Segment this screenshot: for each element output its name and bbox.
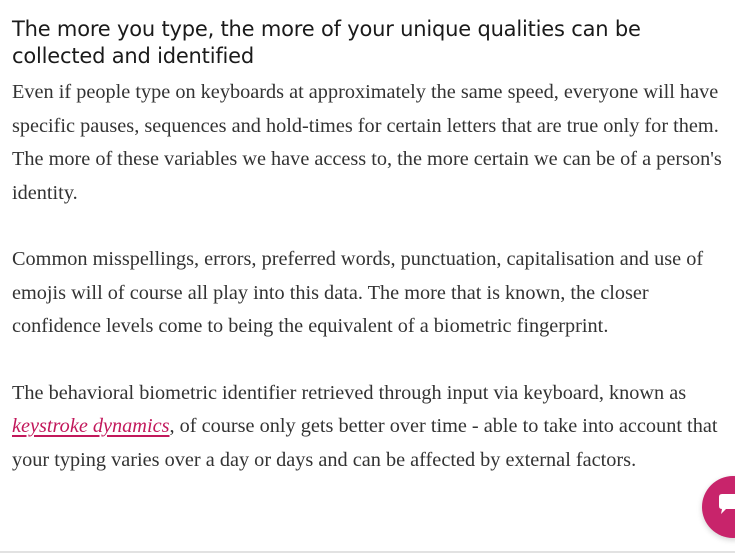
paragraph-misspellings: Common misspellings, errors, preferred words, punctuation, capitalisation and use of emojis will of course all play into this data. The more that is known, the closer confidence levels come to being the equivalent of a biometric fingerprint.	[12, 248, 704, 337]
bottom-divider	[0, 551, 735, 553]
chat-widget-button[interactable]	[702, 476, 735, 538]
paragraph-text-end: , of course only gets better over time - able to take into account that your typing varies over a day or days and can be affected by external factors.	[12, 415, 718, 471]
section-heading: The more you type, the more of your unique qualities can be collected and identified	[12, 17, 641, 68]
paragraph-typing-patterns: Even if people type on keyboards at approximately the same speed, everyone will have specific pauses, sequences and hold-times for certain letters that are true only for them. The more of these variables we have access to, the more certain we can be of a person's identity.	[12, 81, 722, 204]
article-section	[12, 16, 730, 477]
chat-bubble-icon	[716, 492, 735, 518]
paragraph-keystroke-dynamics	[12, 377, 730, 478]
paragraph-text-start: The behavioral biometric identifier retrieved through input via keyboard, known as	[12, 381, 687, 404]
keystroke-dynamics-link[interactable]: keystroke dynamics	[12, 415, 170, 437]
